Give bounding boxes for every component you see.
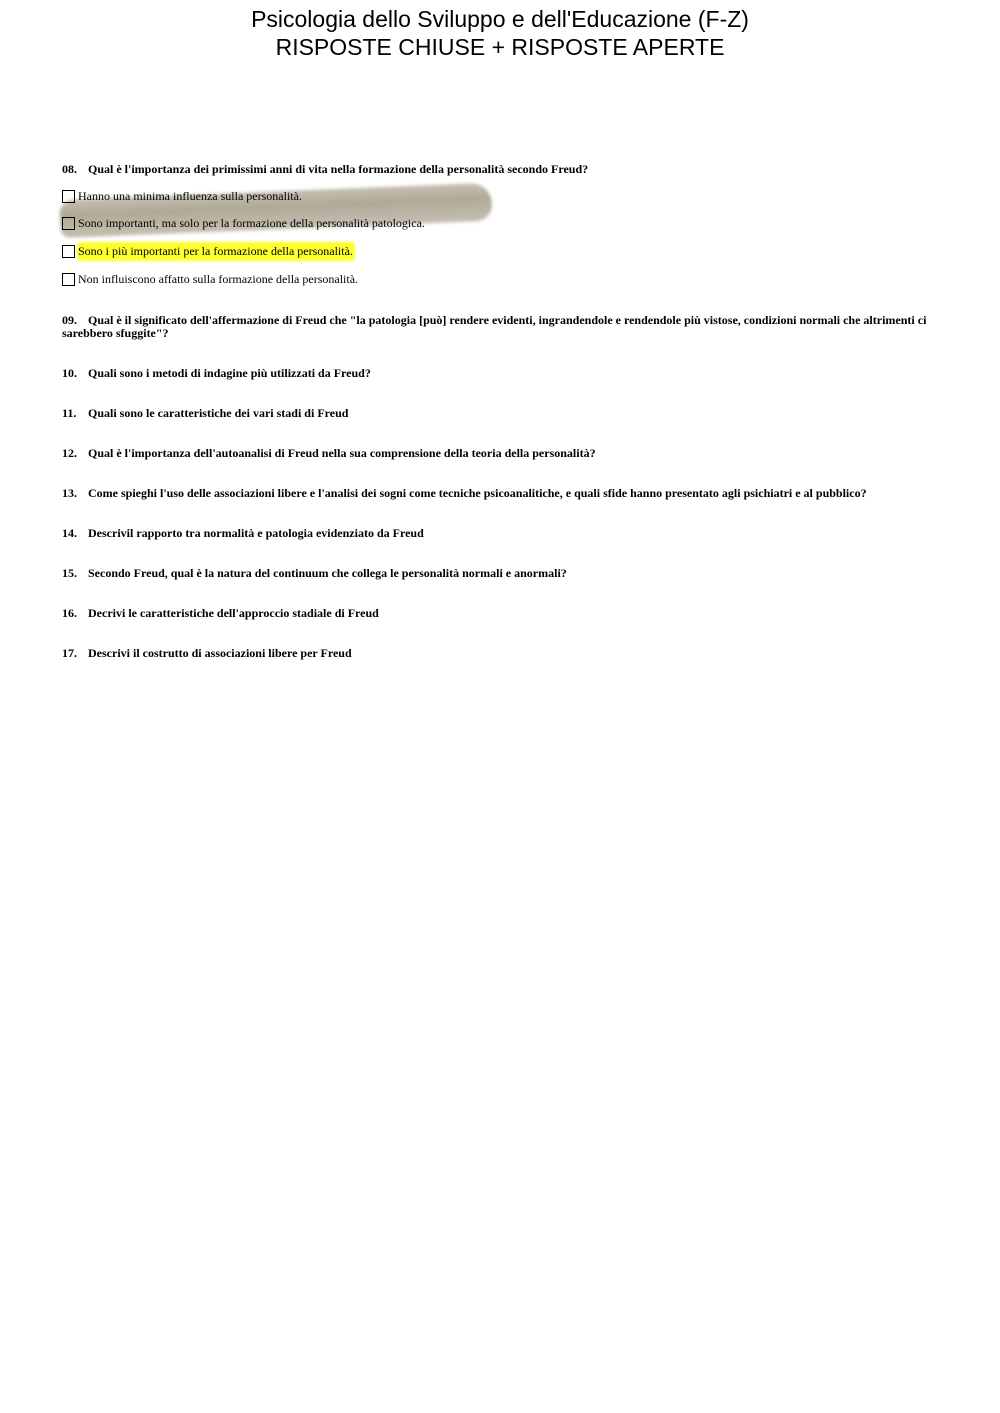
answer-option-text: Sono importanti, ma solo per la formazione della personalità patologica. [78, 215, 425, 230]
question-16 [62, 607, 922, 620]
question-number: 14. [62, 526, 77, 540]
answer-option-3[interactable] [62, 243, 354, 259]
answer-option-4[interactable] [62, 271, 358, 287]
question-09 [62, 314, 932, 340]
question-number: 15. [62, 566, 77, 580]
document-subtitle: RISPOSTE CHIUSE + RISPOSTE APERTE [275, 34, 725, 60]
document-header [0, 5, 1000, 61]
question-number: 10. [62, 366, 77, 380]
question-text: Descrivi il costrutto di associazioni libere per Freud [88, 646, 352, 660]
question-number: 09. [62, 313, 77, 327]
question-text: Qual è il significato dell'affermazione di Freud che "la patologia [può] rendere evidenti, ingrandendole e rendendole più vistose, condizioni normali che altrimenti ci sarebbero sfuggite"? [62, 313, 927, 340]
question-number: 08. [62, 162, 77, 176]
question-text: Quali sono i metodi di indagine più utilizzati da Freud? [88, 366, 371, 380]
question-number: 13. [62, 486, 77, 500]
document-title: Psicologia dello Sviluppo e dell'Educazione (F-Z) [251, 6, 749, 32]
question-text: Qual è l'importanza dei primissimi anni di vita nella formazione della personalità secondo Freud? [88, 162, 589, 176]
answer-option-text-highlighted: Sono i più importanti per la formazione della personalità. [78, 243, 353, 258]
answer-checkbox[interactable] [62, 273, 75, 286]
answer-option-1[interactable] [62, 188, 302, 204]
question-text: Secondo Freud, qual è la natura del continuum che collega le personalità normali e anormali? [88, 566, 567, 580]
question-number: 12. [62, 446, 77, 460]
question-10 [62, 367, 922, 380]
question-number: 17. [62, 646, 77, 660]
question-15 [62, 567, 922, 580]
question-11 [62, 407, 922, 420]
question-number: 11. [62, 406, 77, 420]
question-text: Descrivil rapporto tra normalità e patologia evidenziato da Freud [88, 526, 424, 540]
question-12 [62, 447, 922, 460]
question-13 [62, 487, 962, 500]
answer-option-2[interactable] [62, 215, 425, 231]
question-text: Come spieghi l'uso delle associazioni libere e l'analisi dei sogni come tecniche psicoanalitiche, e quali sfide hanno presentato agli psichiatri e al pubblico? [88, 486, 867, 500]
question-text: Quali sono le caratteristiche dei vari stadi di Freud [88, 406, 349, 420]
question-number: 16. [62, 606, 77, 620]
question-14 [62, 527, 922, 540]
question-text: Decrivi le caratteristiche dell'approccio stadiale di Freud [88, 606, 379, 620]
answer-checkbox[interactable] [62, 217, 75, 230]
answer-option-text: Non influiscono affatto sulla formazione della personalità. [78, 271, 359, 286]
answer-checkbox[interactable] [62, 245, 75, 258]
question-17 [62, 647, 922, 660]
answer-checkbox[interactable] [62, 190, 75, 203]
question-text: Qual è l'importanza dell'autoanalisi di Freud nella sua comprensione della teoria della personalità? [88, 446, 596, 460]
answer-option-text: Hanno una minima influenza sulla personalità. [78, 188, 302, 203]
question-08 [62, 163, 922, 176]
